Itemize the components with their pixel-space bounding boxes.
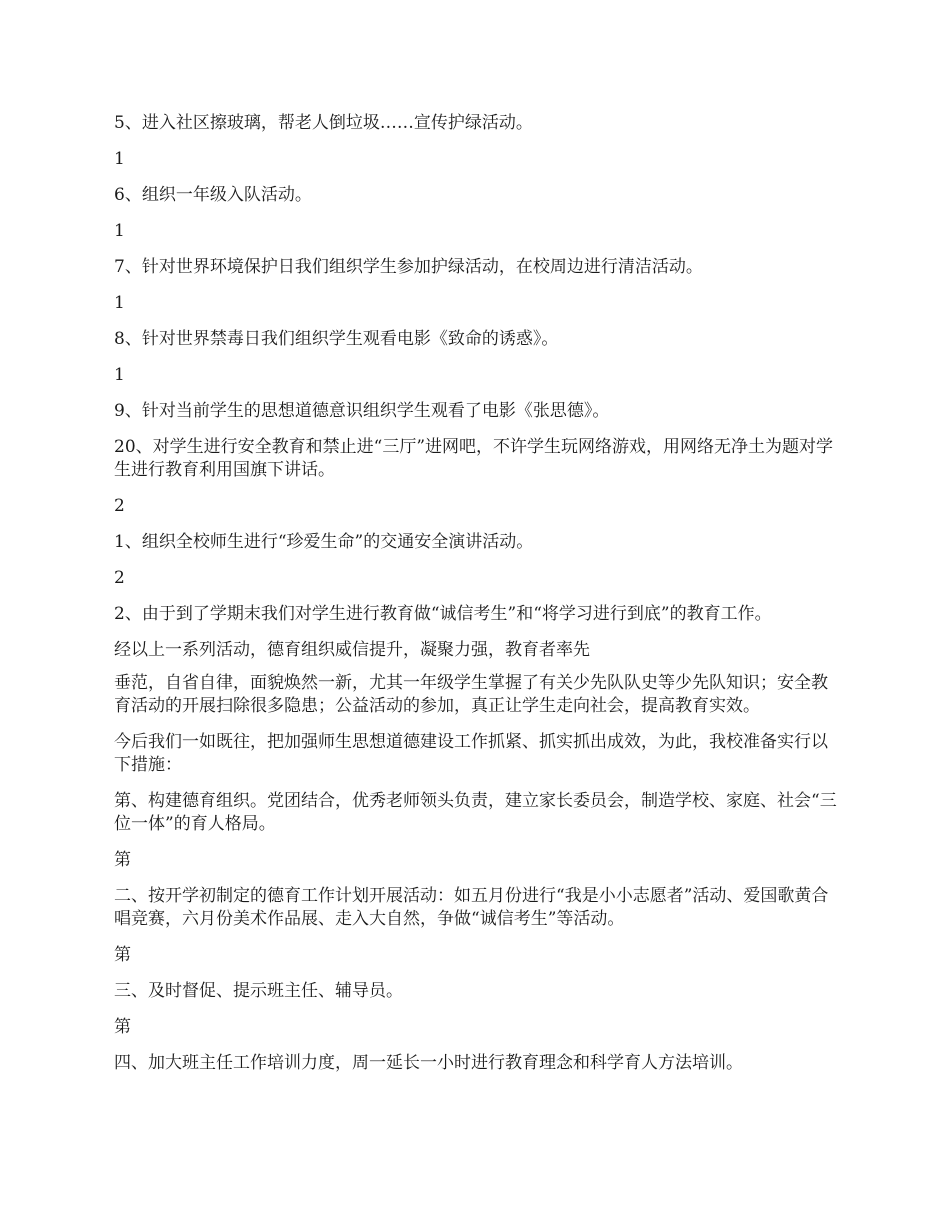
document-body bbox=[114, 112, 842, 1088]
paragraph-summary-continued: 垂范，自省自律，面貌焕然一新，尤其一年级学生掌握了有关少先队队史等少先队知识；安全教育活动的开展扫除很多隐患；公益活动的参加，真正让学生走向社会，提高教育实效。 bbox=[114, 673, 828, 716]
paragraph-item-8: 8、针对世界禁毒日我们组织学生观看电影《致命的诱惑》。 bbox=[114, 329, 559, 349]
paragraph-item-1: 1、组织全校师生进行“珍爱生命”的交通安全演讲活动。 bbox=[114, 532, 534, 552]
paragraph-number: 2 bbox=[114, 496, 125, 516]
paragraph-item-20: 20、对学生进行安全教育和禁止进“三厅”进网吧，不许学生玩网络游戏，用网络无净土为题对学生进行教育利用国旗下讲话。 bbox=[114, 437, 834, 480]
paragraph-number: 1 bbox=[114, 365, 125, 385]
paragraph-number: 1 bbox=[114, 293, 125, 313]
paragraph-measure-3: 三、及时督促、提示班主任、辅导员。 bbox=[114, 981, 403, 1001]
paragraph-measure-1: 第、构建德育组织。党团结合，优秀老师领头负责，建立家长委员会，制造学校、家庭、社会“三位一体”的育人格局。 bbox=[114, 791, 837, 834]
paragraph-item-5: 5、进入社区擦玻璃，帮老人倒垃圾……宣传护绿活动。 bbox=[114, 113, 533, 133]
paragraph-future-plan: 今后我们一如既往，把加强师生思想道德建设工作抓紧、抓实抓出成效，为此，我校准备实行以下措施： bbox=[114, 732, 828, 775]
paragraph-ordinal: 第 bbox=[114, 1017, 131, 1037]
paragraph-item-6: 6、组织一年级入队活动。 bbox=[114, 185, 312, 205]
paragraph-item-7: 7、针对世界环境保护日我们组织学生参加护绿活动，在校周边进行清洁活动。 bbox=[114, 257, 703, 277]
paragraph-number: 2 bbox=[114, 568, 125, 588]
paragraph-item-9: 9、针对当前学生的思想道德意识组织学生观看了电影《张思德》。 bbox=[114, 401, 610, 421]
paragraph-ordinal: 第 bbox=[114, 945, 131, 965]
paragraph-number: 1 bbox=[114, 221, 125, 241]
paragraph-item-2: 2、由于到了学期末我们对学生进行教育做“诚信考生”和“将学习进行到底”的教育工作。 bbox=[114, 604, 772, 624]
paragraph-number: 1 bbox=[114, 149, 125, 169]
paragraph-summary-start: 经以上一系列活动，德育组织威信提升，凝聚力强，教育者率先 bbox=[114, 640, 590, 660]
paragraph-ordinal: 第 bbox=[114, 850, 131, 870]
paragraph-measure-2: 二、按开学初制定的德育工作计划开展活动：如五月份进行“我是小小志愿者”活动、爱国歌黄合唱竞赛，六月份美术作品展、走入大自然，争做“诚信考生”等活动。 bbox=[114, 886, 829, 929]
paragraph-measure-4: 四、加大班主任工作培训力度，周一延长一小时进行教育理念和科学育人方法培训。 bbox=[114, 1053, 743, 1073]
